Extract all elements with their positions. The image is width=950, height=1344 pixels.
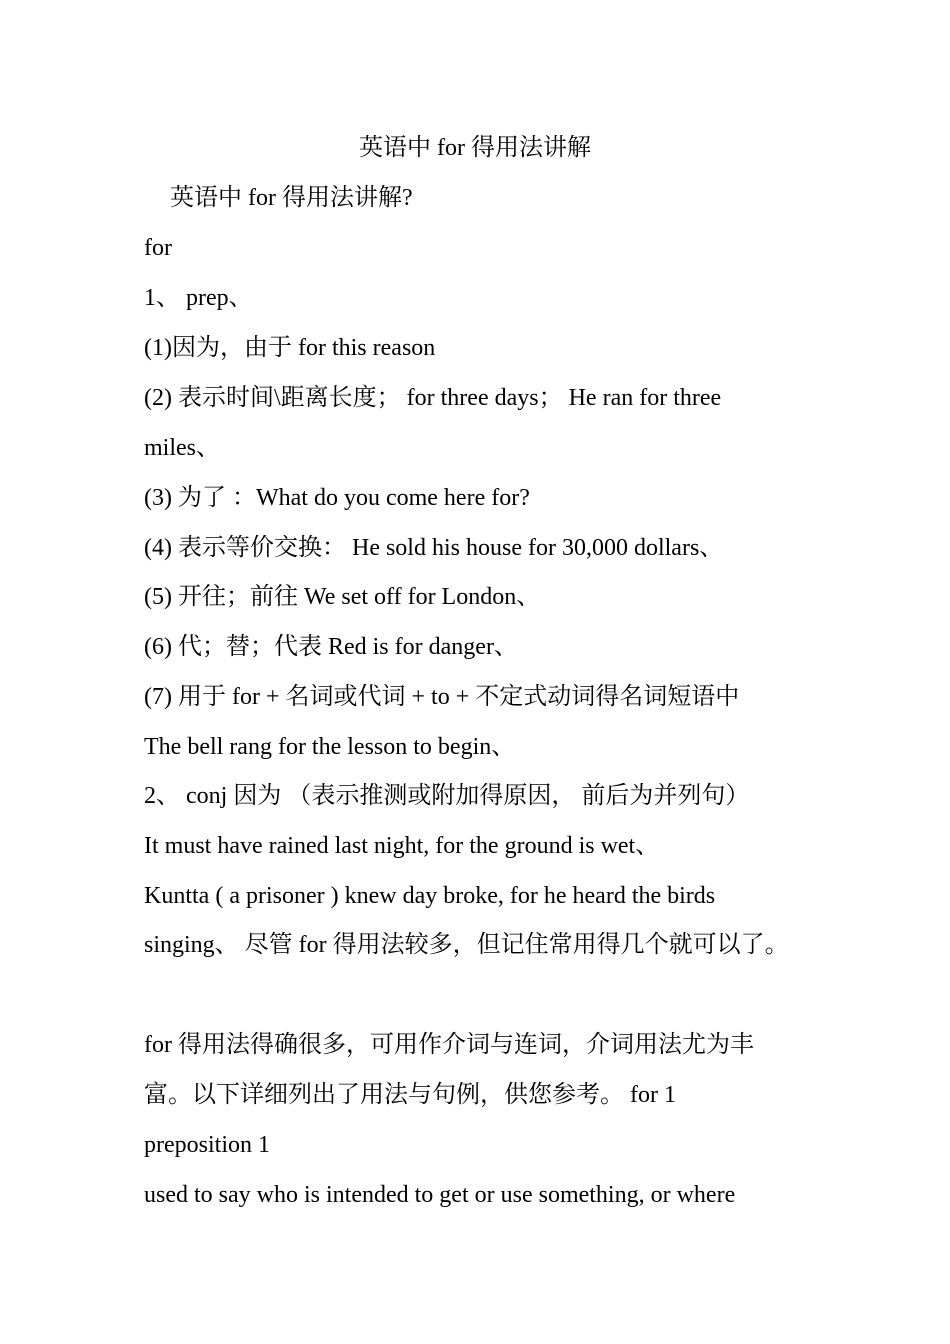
document-line: (7) 用于 for + 名词或代词 + to + 不定式动词得名词短语中 [144,684,740,710]
document-line: 1、 prep、 [144,285,253,311]
document-line: preposition 1 [144,1132,270,1158]
document-line: (4) 表示等价交换： He sold his house for 30,000 dollars、 [144,535,724,561]
document-line: miles、 [144,435,220,461]
document-line: (5) 开往；前往 We set off for London、 [144,584,541,610]
document-line-subtitle: 英语中 for 得用法讲解? [170,185,413,211]
document-line: 富。以下详细列出了用法与句例，供您参考。 for 1 [144,1082,676,1108]
document-line: (1)因为，由于 for this reason [144,335,436,361]
document-line: for [144,235,172,261]
document-line: for 得用法得确很多，可用作介词与连词，介词用法尤为丰 [144,1032,754,1058]
document-line: (6) 代；替；代表 Red is for danger、 [144,634,518,660]
document-line: used to say who is intended to get or use something, or where [144,1182,736,1208]
document-line: The bell rang for the lesson to begin、 [144,734,516,760]
document-line: (2) 表示时间\距离长度； for three days； He ran for three [144,385,722,411]
document-line: 2、 conj 因为 （表示推测或附加得原因， 前后为并列句） [144,783,750,809]
document-line: It must have rained last night, for the ground is wet、 [144,833,660,859]
document-title: 英语中 for 得用法讲解 [359,135,591,161]
document-line: (3) 为了 ：What do you come here for? [144,485,530,511]
document-line: Kuntta ( a prisoner ) knew day broke, for he heard the birds [144,883,716,909]
document-line: singing、 尽管 for 得用法较多，但记住常用得几个就可以了。 [144,932,789,958]
